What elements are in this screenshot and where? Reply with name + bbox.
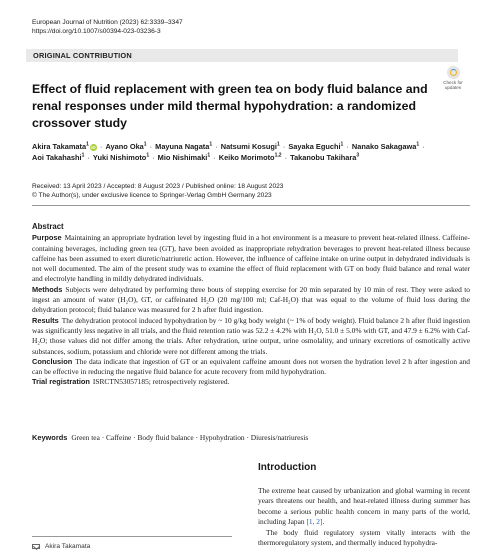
conclusion-text: The data indicate that ingestion of GT or an equivalent caffeine amount does not worsen the hydration level 2 h after ingestion and can be effective in reducing the negative fluid balance for acute recovery from mild hypohydration. <box>32 356 470 377</box>
article-type-band <box>26 49 458 62</box>
author[interactable] <box>221 142 280 151</box>
author[interactable] <box>219 153 282 162</box>
intro-p1-end: . <box>322 517 325 527</box>
envelope-icon <box>32 544 40 549</box>
author[interactable] <box>288 142 343 151</box>
author[interactable] <box>105 142 146 151</box>
author-affiliation: 1 <box>143 141 147 148</box>
author-name[interactable]: Sayaka Eguchi <box>288 142 341 151</box>
intro-paragraph-2: The body fluid regulatory system vitally interacts with the thermoregulatory system, and thermally induced hypohydra- <box>258 527 470 548</box>
methods-label: Methods <box>32 284 63 294</box>
author-separator: · <box>211 153 218 162</box>
author-name[interactable]: Mayuna Nagata <box>155 142 210 151</box>
author-separator: · <box>147 142 155 151</box>
orcid-icon[interactable]: iD <box>91 144 96 150</box>
author-name[interactable]: Mio Nishimaki <box>157 153 208 162</box>
journal-header <box>32 18 183 36</box>
author-name[interactable]: Natsumi Kosugi <box>220 142 277 151</box>
author-name[interactable]: Ayano Oka <box>105 142 144 151</box>
author-affiliation: 1 <box>416 141 420 148</box>
abstract-registration <box>32 377 470 387</box>
author-affiliation: 1 <box>340 141 344 148</box>
purpose-text: Maintaining an appropriate hydration level by ingesting fluid in a hot environment is a measure to prevent heat-related illness. Caffeine-containing beverages, including green tea (GT), have been avoided as inappropriate rehydration beverages to prevent heat-related illness because caffeine has been assumed to exert diuretic/natriuretic action. However, the influence of caffeine intake on urine output in dehydrated individuals is not well documented. The aim of the present study was to examine the effect of fluid replacement with GT on body fluid balance and renal water and electrolyte handling in mildly dehydrated individuals. <box>32 233 470 284</box>
author-affiliation: 1 <box>207 152 211 159</box>
author-separator: · <box>280 142 288 151</box>
author-name[interactable]: Keiko Morimoto <box>218 153 275 162</box>
author-name[interactable]: Akira Takamata <box>32 142 87 151</box>
article-dates <box>32 182 283 200</box>
author-affiliation: 1 <box>209 141 213 148</box>
citation-link[interactable]: [1, 2] <box>306 517 323 527</box>
author-separator: · <box>344 142 351 151</box>
article-type-label: ORIGINAL CONTRIBUTION <box>33 51 132 60</box>
author-affiliation: 1 <box>277 141 280 148</box>
author-separator: · <box>213 142 220 151</box>
author-name[interactable]: Nanako Sakagawa <box>351 142 417 151</box>
abstract-results <box>32 316 470 357</box>
check-updates-line1: Check for <box>443 80 463 85</box>
author-affiliation: 1 <box>86 141 89 148</box>
author-name[interactable]: Yuki Nishimoto <box>92 153 147 162</box>
publication-history: Received: 13 April 2023 / Accepted: 8 August 2023 / Published online: 18 August 2023 <box>32 183 284 190</box>
author[interactable] <box>93 153 149 162</box>
author-affiliation: 1 <box>81 152 85 159</box>
author[interactable] <box>290 153 359 162</box>
keywords-section <box>32 433 470 443</box>
author-name[interactable]: Takanobu Takihara <box>290 153 357 162</box>
author[interactable] <box>32 142 97 151</box>
corresponding-author-footnote <box>32 536 232 551</box>
doi-link[interactable]: https://doi.org/10.1007/s00394-023-03236-3 <box>32 28 161 35</box>
registration-text: ISRCTN53057185; retrospectively registered. <box>92 377 230 387</box>
author-list <box>32 141 462 163</box>
abstract-purpose <box>32 233 470 284</box>
results-label: Results <box>32 315 59 325</box>
introduction-body <box>258 486 470 548</box>
author[interactable] <box>158 153 210 162</box>
copyright-line: © The Author(s), under exclusive licence to Springer-Verlag GmbH Germany 2023 <box>32 192 272 199</box>
journal-citation: European Journal of Nutrition (2023) 62:3339–3347 <box>32 19 183 26</box>
abstract-heading: Abstract <box>32 222 64 231</box>
author-separator: · <box>97 142 105 151</box>
author[interactable] <box>32 153 84 162</box>
author-name[interactable]: Aoi Takahashi <box>32 153 82 162</box>
check-for-updates-button[interactable] <box>438 66 468 90</box>
check-updates-line2: updates <box>444 85 462 90</box>
intro-p1-text: The extreme heat caused by urbanization and global warming in recent years threatens our health, and heat-related illness during summer has become a serious public health concern in many parts of the world, including Japan <box>258 486 470 527</box>
abstract-conclusion <box>32 357 470 378</box>
author[interactable] <box>352 142 419 151</box>
purpose-label: Purpose <box>32 233 62 243</box>
registration-label: Trial registration <box>32 377 90 387</box>
author-separator: · <box>420 142 425 151</box>
author-affiliation: 1,2 <box>274 152 282 159</box>
conclusion-label: Conclusion <box>32 356 73 366</box>
corresponding-author-name[interactable]: Akira Takamata <box>45 543 91 550</box>
abstract-section <box>32 222 470 388</box>
author[interactable] <box>155 142 212 151</box>
methods-text: Subjects were dehydrated by performing three bouts of stepping exercise for 20 min separated by 10 min of rest. They were asked to ingest an amount of water (H₂O), GT, or caffeinated H₂O (20 mg/100 ml; Caf-H₂O) that was equal to the volume of fluid loss during the dehydration protocol; fluid balance was measured for 2 h after fluid ingestion. <box>32 284 470 315</box>
keywords-text: Green tea · Caffeine · Body fluid balance · Hypohydration · Diuresis/natriuresis <box>71 433 309 442</box>
intro-paragraph-1 <box>258 486 470 528</box>
check-updates-icon <box>447 66 460 79</box>
author-separator: · <box>282 153 290 162</box>
author-affiliation: 3 <box>356 152 360 159</box>
author-separator: · <box>150 153 157 162</box>
author-affiliation: 1 <box>146 152 150 159</box>
author-separator: · <box>85 153 92 162</box>
results-text: The dehydration protocol induced hypohydration by ~ 10 g/kg body weight (~ 1% of body weight). Fluid balance 2 h after fluid ingestion was significantly less negative in all trials, and the fluid retention ratio was 52.2 ± 4.2% with H₂O, 51.0 ± 5.0% with GT, and 47.9 ± 6.2% with Caf-H₂O; those values did not differ among the trials. After rehydration, urine output, urine osmolality, and urinary excretions of osmotically active substances, sodium, potassium and chloride were not different among the trials. <box>32 315 470 356</box>
introduction-heading: Introduction <box>258 462 317 473</box>
article-title: Effect of fluid replacement with green tea on body fluid balance and renal responses under mild thermal hypohydration: a randomized crossover study <box>32 82 428 130</box>
abstract-methods <box>32 285 470 316</box>
divider <box>32 205 470 206</box>
keywords-label: Keywords <box>32 433 68 442</box>
